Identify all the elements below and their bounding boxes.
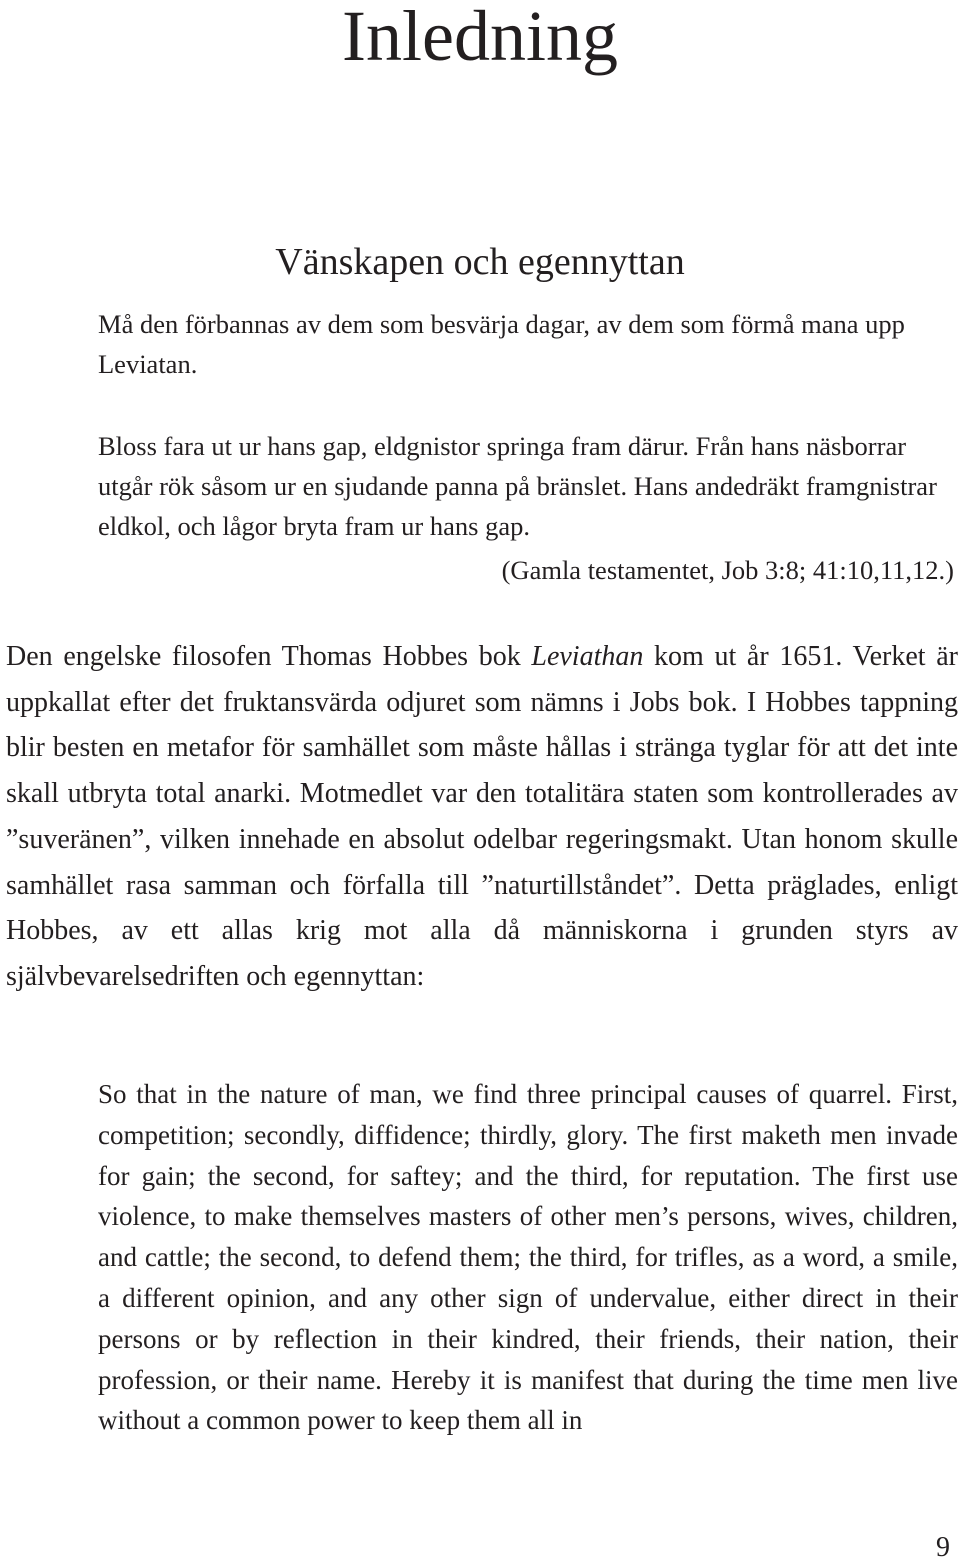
body-paragraph — [6, 634, 958, 1000]
body-text-rest: kom ut år 1651. Verket är uppkallat efter det fruktansvärda odjuret som nämns i Jobs bok. I Hobbes tappning blir besten en metafor för samhället som måste hållas i stränga tyglar för att det inte skall utbryta total anarki. Motmedlet var den totalitära staten som kontrollerades av ”suveränen”, vilken innehade en absolut odelbar regeringsmakt. Utan honom skulle samhället rasa samman och förfalla till ”naturtillståndet”. Detta präglades, enligt Hobbes, av ett allas krig mot alla då människorna i grunden styrs av självbevarelsedriften och egennyttan: — [6, 641, 958, 992]
body-text-start: Den engelske filosofen Thomas Hobbes bok — [6, 641, 532, 672]
page-number: 9 — [936, 1532, 950, 1563]
hobbes-block-quote: So that in the nature of man, we find three principal causes of quarrel. First, competition; secondly, diffidence; thirdly, glory. The first maketh men invade for gain; the second, for saftey; and the third, for reputation. The first use violence, to make themselves masters of other men’s persons, wives, children, and cattle; the second, to defend them; the third, for trifles, as a word, a smile, a different opinion, and any other sign of undervalue, either direct in their persons or by reflection in their kindred, their friends, their nation, their profession, or their name. Hereby it is manifest that during the time men live without a common power to keep them all in — [98, 1079, 958, 1436]
book-title-italic: Leviathan — [531, 641, 644, 672]
epigraph-citation: (Gamla testamentet, Job 3:8; 41:10,11,12.) — [501, 555, 954, 585]
epigraph-paragraph-2: Bloss fara ut ur hans gap, eldgnistor springa fram därur. Från hans näsborrar utgår rök såsom ur en sjudande panna på bränslet. Hans andedräkt framgnistrar eldkol, och lågor bryta fram ur hans gap. — [98, 431, 937, 541]
chapter-title: Inledning — [342, 0, 618, 76]
section-title: Vänskapen och egennyttan — [275, 241, 685, 283]
epigraph-paragraph-1: Må den förbannas av dem som besvärja dagar, av dem som förmå mana upp Leviatan. — [98, 309, 905, 379]
